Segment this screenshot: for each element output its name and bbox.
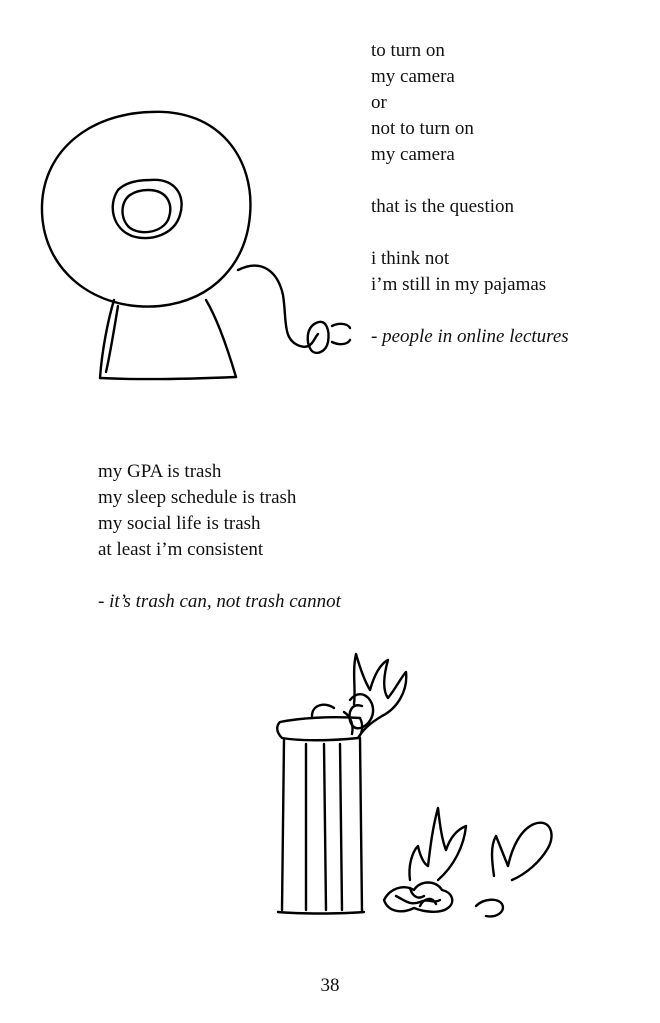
page-number: 38 [320,975,340,996]
poem-line: to turn on [371,40,445,61]
stanza-break [371,168,569,194]
poem-line: my social life is trash [98,513,261,534]
poem-line: that is the question [371,196,515,217]
stanza-break [371,298,569,324]
poem-line: i think not [371,248,450,269]
poem-line: i’m still in my pajamas [371,274,547,295]
poem-attribution: - people in online lectures [371,326,569,347]
poem-line: at least i’m consistent [98,539,264,560]
poem-line: my camera [371,144,455,165]
stanza-break [98,563,341,589]
poem-attribution: - it’s trash can, not trash cannot [98,591,341,612]
poem-line: or [371,92,387,113]
poem-trash [98,459,341,615]
poem-camera [371,38,569,350]
poem-line: not to turn on [371,118,474,139]
poem-line: my GPA is trash [98,461,222,482]
stanza-break [371,220,569,246]
poem-line: my camera [371,66,455,87]
trash-can-drawing [0,640,660,940]
poem-line: my sleep schedule is trash [98,487,297,508]
